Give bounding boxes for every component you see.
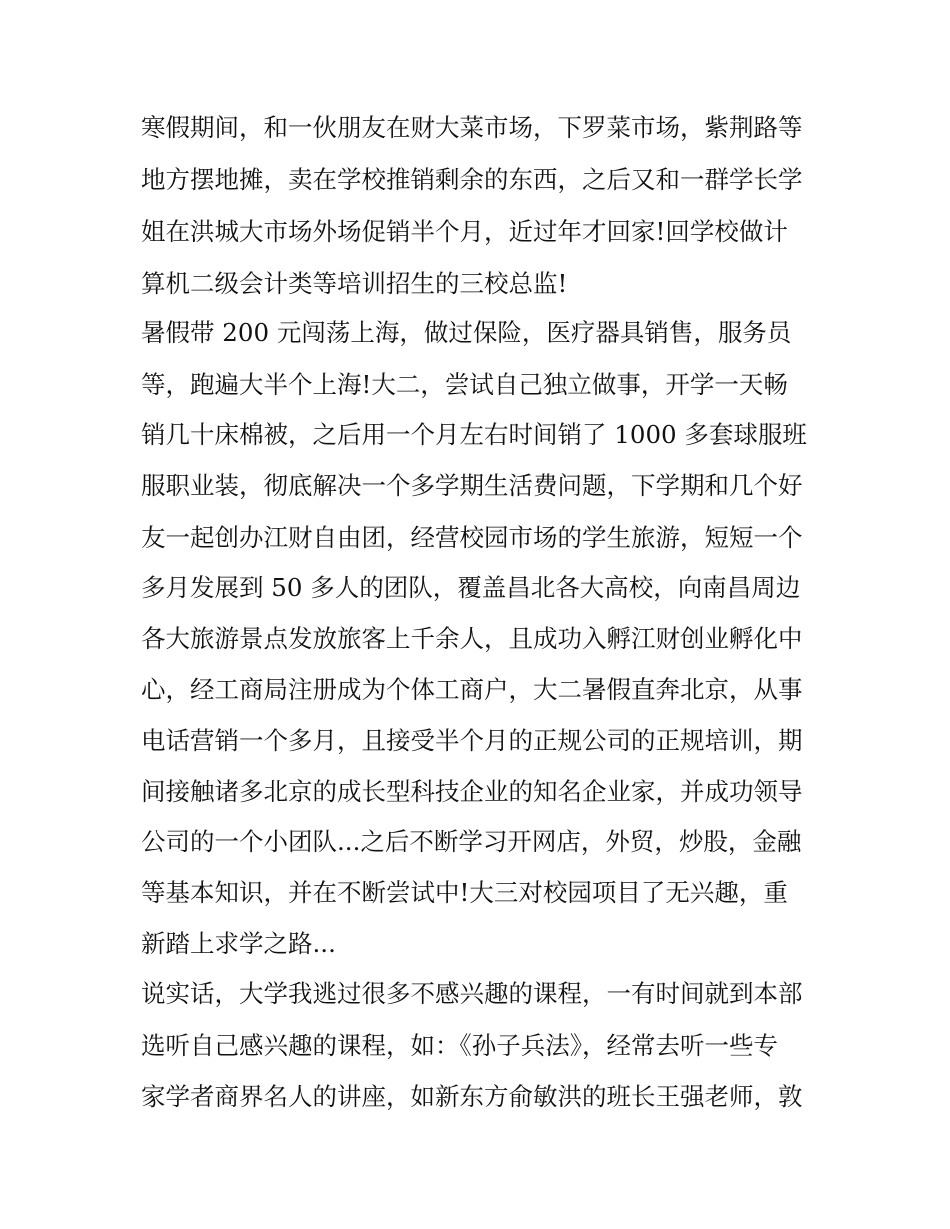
text-line: 电话营销一个多月，且接受半个月的正规公司的正规培训，期 (141, 726, 803, 755)
text-line: 暑假带 200 元闯荡上海，做过保险，医疗器具销售，服务员 (141, 318, 792, 347)
text-line: 友一起创办江财自由团，经营校园市场的学生旅游，短短一个 (141, 523, 803, 552)
text-line: 新踏上求学之路... (141, 929, 336, 958)
text-line: 各大旅游景点发放旅客上千余人，且成功入孵江财创业孵化中 (141, 624, 803, 653)
text-line: 公司的一个小团队...之后不断学习开网店，外贸，炒股，金融 (141, 827, 802, 856)
text-line: 地方摆地摊，卖在学校推销剩余的东西，之后又和一群学长学 (141, 165, 803, 194)
text-line: 说实话，大学我逃过很多不感兴趣的课程，一有时间就到本部 (141, 979, 803, 1008)
text-line: 选听自己感兴趣的课程，如：《孙子兵法》，经常去听一些专 (141, 1031, 778, 1060)
text-line: 心，经工商局注册成为个体工商户，大二暑假直奔北京，从事 (141, 675, 803, 704)
text-line: 姐在洪城大市场外场促销半个月，近过年才回家!回学校做计 (141, 217, 788, 246)
text-line: 销几十床棉被，之后用一个月左右时间销了 1000 多套球服班 (141, 420, 807, 449)
text-line: 等，跑遍大半个上海!大二，尝试自己独立做事，开学一天畅 (141, 370, 788, 399)
text-line: 算机二级会计类等培训招生的三校总监! (141, 269, 568, 298)
text-line: 家学者商界名人的讲座，如新东方俞敏洪的班长王强老师，敦 (141, 1082, 803, 1111)
text-line: 多月发展到 50 多人的团队，覆盖昌北各大高校，向南昌周边 (141, 573, 801, 602)
text-line: 服职业装，彻底解决一个多学期生活费问题，下学期和几个好 (141, 471, 803, 500)
text-line: 间接触诸多北京的成长型科技企业的知名企业家，并成功领导 (141, 777, 803, 806)
text-line: 等基本知识，并在不断尝试中!大三对校园项目了无兴趣，重 (141, 878, 788, 907)
text-line: 寒假期间，和一伙朋友在财大菜市场，下罗菜市场，紫荆路等 (141, 113, 803, 142)
